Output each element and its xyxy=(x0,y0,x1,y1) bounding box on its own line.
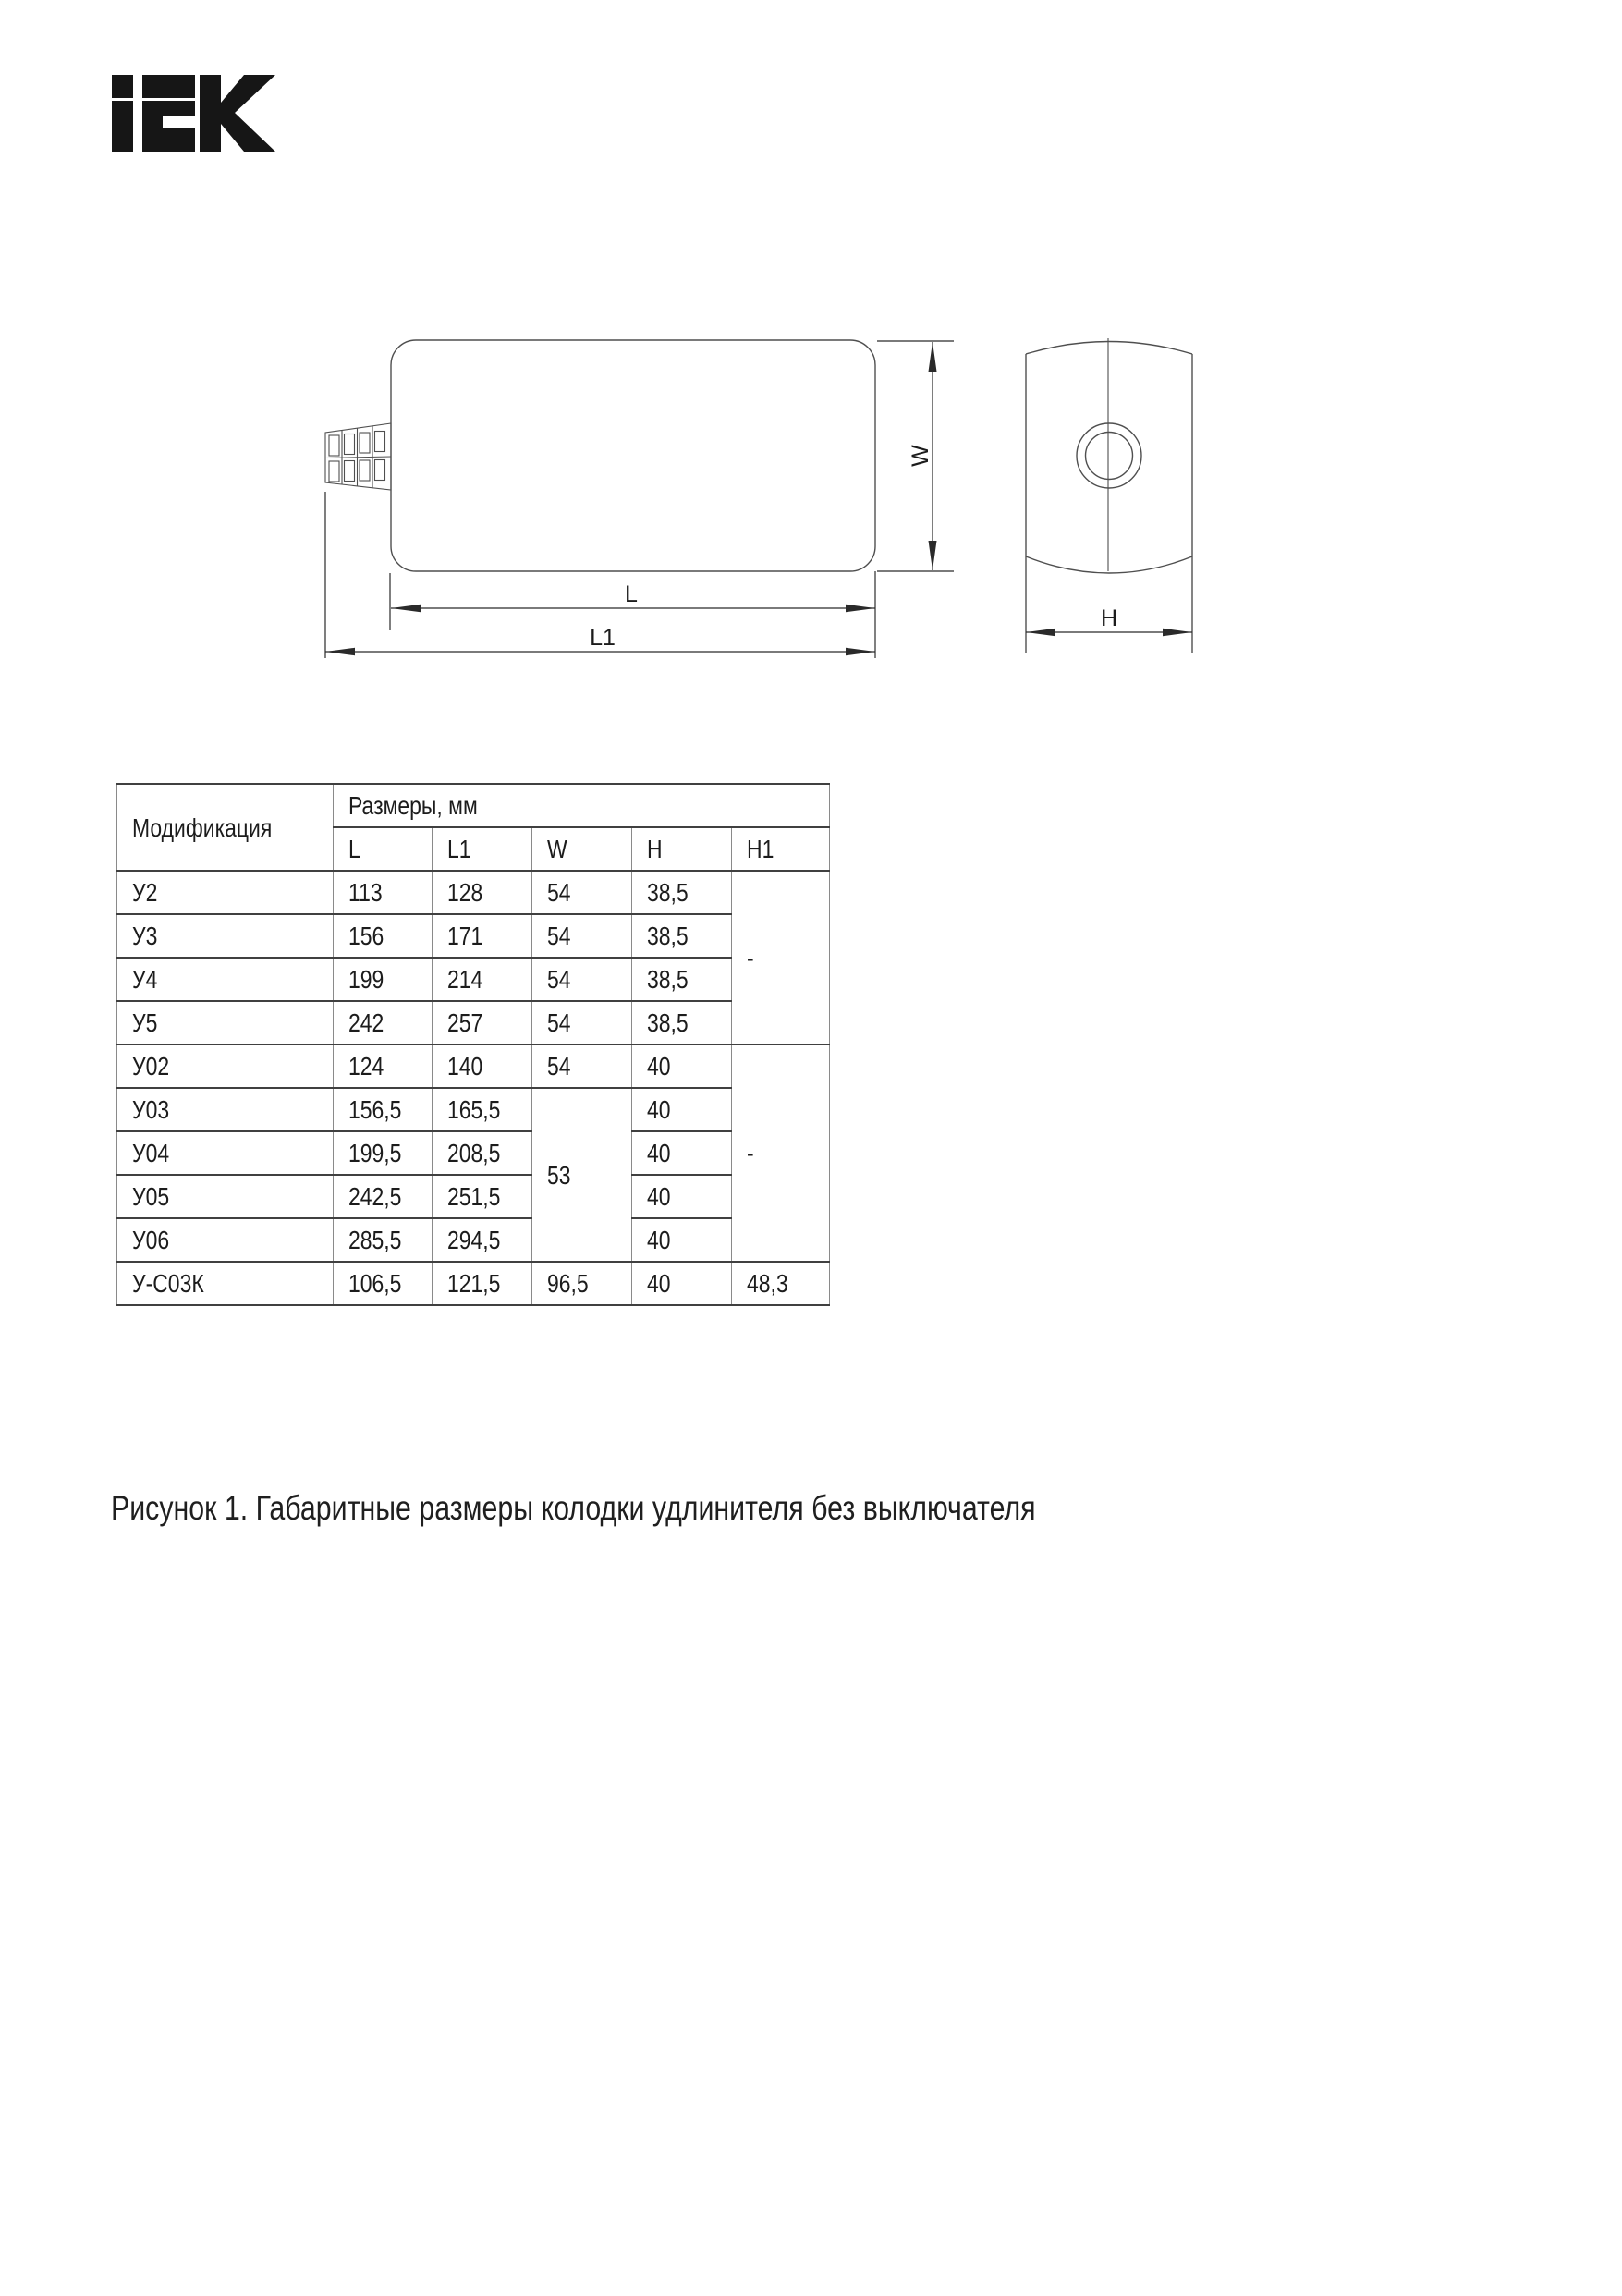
dim-label-l: L xyxy=(625,581,638,607)
main-view xyxy=(325,340,875,571)
cell-name: У04 xyxy=(117,1131,334,1175)
arrow-right xyxy=(846,648,875,655)
logo-i-dot xyxy=(112,75,133,98)
dimension-drawing xyxy=(305,314,1211,702)
cell-name: У5 xyxy=(117,1001,334,1044)
cell-name: У4 xyxy=(117,958,334,1001)
logo-k xyxy=(200,75,275,152)
arrow-left xyxy=(1026,629,1055,636)
arrow-right xyxy=(1163,629,1192,636)
cell-name: У03 xyxy=(117,1088,334,1131)
table-row: У06 285,5 294,5 40 xyxy=(117,1218,830,1262)
socket-hole-outer xyxy=(1077,423,1141,488)
dimensions-table xyxy=(116,783,830,1306)
table-row: У02 124 140 54 40 - xyxy=(117,1044,830,1088)
col-header-h1: H1 xyxy=(732,827,830,871)
arrow-down xyxy=(929,541,937,570)
table-row: У-С03К 106,5 121,5 96,5 40 48,3 xyxy=(117,1262,830,1305)
table-row: У2 113 128 54 38,5 - xyxy=(117,871,830,914)
logo-e-body xyxy=(142,101,195,152)
cell-name: У06 xyxy=(117,1218,334,1262)
cell-h1-merged: - xyxy=(732,1044,830,1262)
table-row: У3 156 171 54 38,5 xyxy=(117,914,830,958)
table-row: У03 156,5 165,5 53 40 xyxy=(117,1088,830,1131)
cell-w-merged: 53 xyxy=(532,1088,632,1262)
cell-h1-merged: - xyxy=(732,871,830,1044)
table-header-row xyxy=(117,784,830,827)
socket-body-outline xyxy=(391,340,875,571)
dim-label-h: H xyxy=(1100,605,1118,631)
cell-name: У3 xyxy=(117,914,334,958)
cell-name: У2 xyxy=(117,871,334,914)
col-header-dimensions: Размеры, мм xyxy=(334,784,830,827)
arrow-left xyxy=(391,605,421,612)
arrow-right xyxy=(846,605,875,612)
logo-e-top xyxy=(142,75,195,98)
iek-logo xyxy=(112,75,276,153)
col-header-l1: L1 xyxy=(433,827,532,871)
col-header-l: L xyxy=(334,827,433,871)
cell-name: У05 xyxy=(117,1175,334,1218)
cell-name: У-С03К xyxy=(117,1262,334,1305)
table-row: У05 242,5 251,5 40 xyxy=(117,1175,830,1218)
cell-name: У02 xyxy=(117,1044,334,1088)
logo-i-stem xyxy=(112,101,133,152)
socket-hole-inner xyxy=(1086,433,1133,480)
cable-gland xyxy=(325,423,391,490)
table-row: У4 199 214 54 38,5 xyxy=(117,958,830,1001)
arrow-left xyxy=(325,648,355,655)
arrow-up xyxy=(929,342,937,372)
col-header-h: H xyxy=(632,827,732,871)
table-row: У04 199,5 208,5 40 xyxy=(117,1131,830,1175)
col-header-w: W xyxy=(532,827,632,871)
col-header-modification: Модификация xyxy=(117,784,334,871)
figure-caption: Рисунок 1. Габаритные размеры колодки удлинителя без выключателя xyxy=(111,1489,1036,1527)
dim-label-w: W xyxy=(908,445,933,467)
dim-label-l1: L1 xyxy=(590,625,616,651)
table-row: У5 242 257 54 38,5 xyxy=(117,1001,830,1044)
